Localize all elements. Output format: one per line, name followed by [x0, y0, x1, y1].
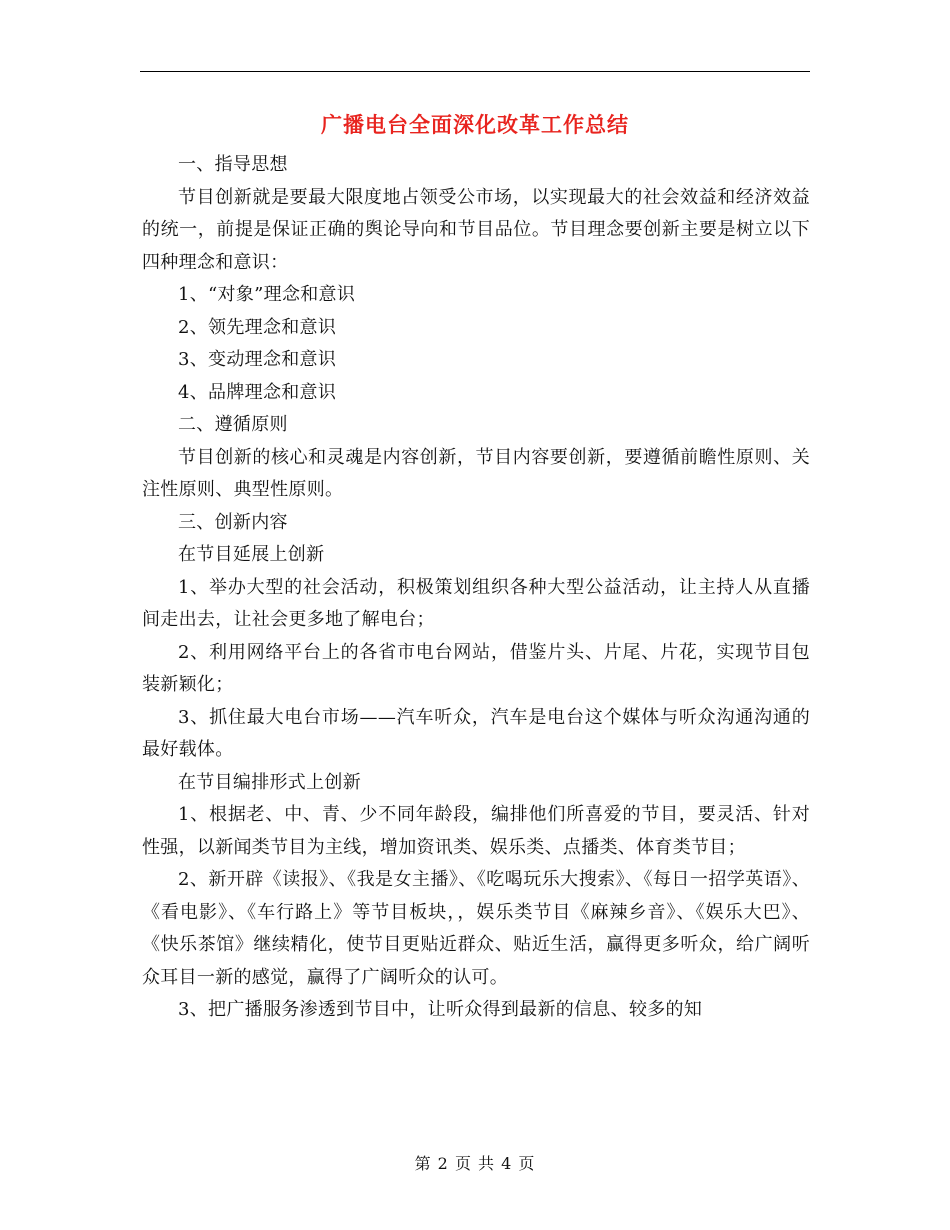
paragraph: 节目创新的核心和灵魂是内容创新，节目内容要创新，要遵循前瞻性原则、关注性原则、典型性原则。	[142, 446, 810, 500]
section-heading-innovation-content: 三、创新内容	[178, 511, 288, 533]
list-item: 3、抓住最大电台市场——汽车听众，汽车是电台这个媒体与听众沟通沟通的最好载体。	[142, 706, 810, 760]
list-item: 1、根据老、中、青、少不同年龄段，编排他们所喜爱的节目，要灵活、针对性强，以新闻类节目为主线，增加资讯类、娱乐类、点播类、体育类节目；	[142, 804, 810, 858]
document-body	[142, 149, 810, 1027]
list-item: 3、把广播服务渗透到节目中，让听众得到最新的信息、较多的知	[178, 999, 703, 1020]
section-heading-guiding-thought: 一、指导思想	[178, 154, 288, 175]
list-item: 2、利用网络平台上的各省市电台网站，借鉴片头、片尾、片花，实现节目包装新颖化；	[142, 641, 810, 695]
list-item: 1、举办大型的社会活动，积极策划组织各种大型公益活动，让主持人从直播间走出去，让社会更多地了解电台；	[142, 576, 810, 630]
list-item: 2、新开辟《读报》、《我是女主播》、《吃喝玩乐大搜索》、《每日一招学英语》、《看电影》、《车行路上》等节目板块，，娱乐类节目《麻辣乡音》、《娱乐大巴》、《快乐茶馆》继续精化，使节目更贴近群众、贴近生活，赢得更多听众，给广阔听众耳目一新的感觉，赢得了广阔听众的认可。	[142, 869, 810, 988]
subheading-program-scheduling: 在节目编排形式上创新	[178, 771, 361, 793]
section-heading-principles: 二、遵循原则	[178, 414, 288, 435]
list-item: 1、“对象”理念和意识	[178, 284, 356, 305]
paragraph: 节目创新就是要最大限度地占领受公市场，以实现最大的社会效益和经济效益的统一，前提是保证正确的舆论导向和节目品位。节目理念要创新主要是树立以下四种理念和意识：	[142, 186, 810, 273]
list-item: 2、领先理念和意识	[178, 316, 337, 338]
page-number-footer: 第 2 页 共 4 页	[414, 1154, 536, 1173]
header-rule	[140, 71, 810, 72]
document-title: 广播电台全面深化改革工作总结	[321, 112, 629, 137]
subheading-program-extension: 在节目延展上创新	[178, 544, 325, 565]
list-item: 4、品牌理念和意识	[178, 381, 337, 403]
list-item: 3、变动理念和意识	[178, 349, 337, 370]
